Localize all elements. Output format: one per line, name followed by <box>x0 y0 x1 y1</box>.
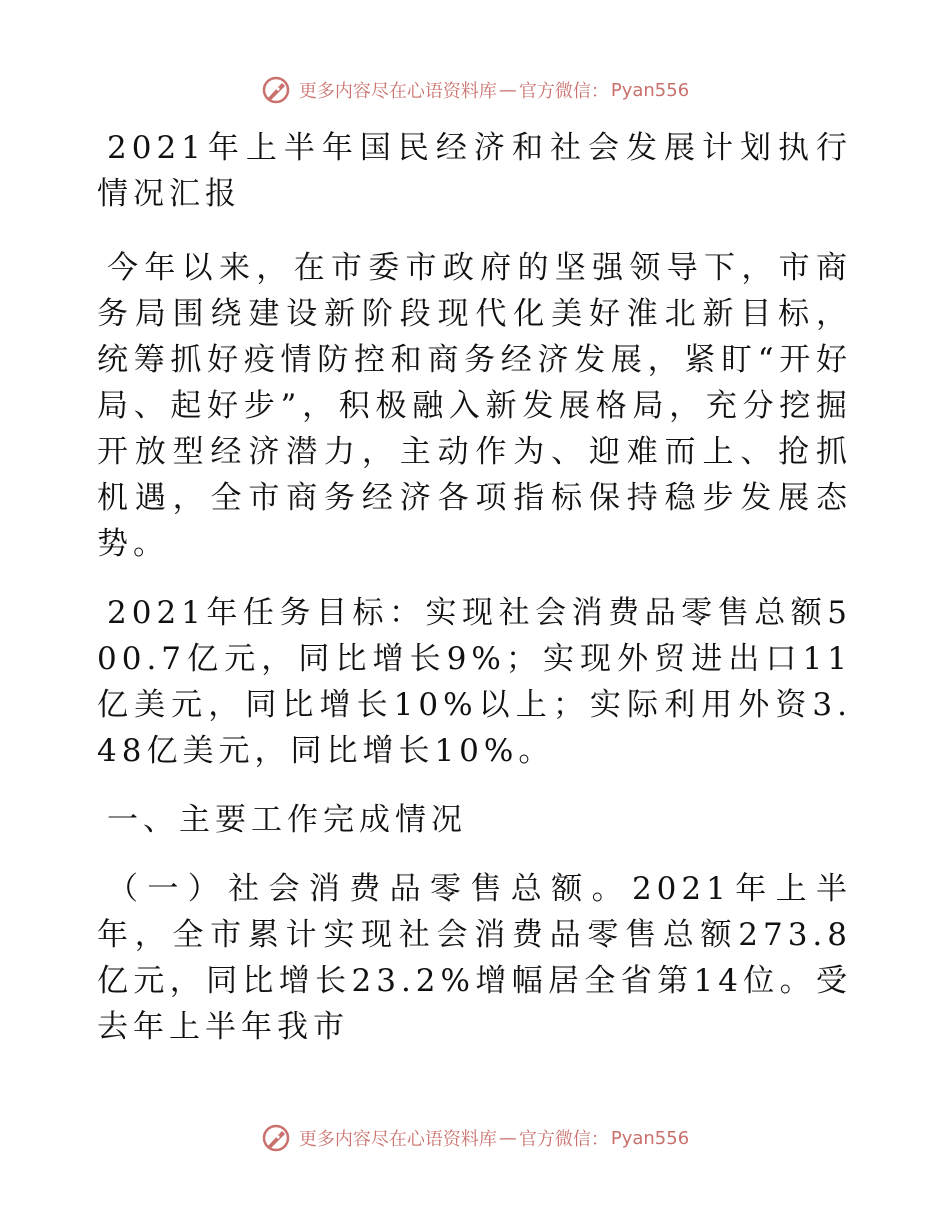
watermark-wechat-id: Pyan556 <box>610 79 690 101</box>
targets-paragraph: 2021年任务目标：实现社会消费品零售总额500.7亿元，同比增长9%；实现外贸进出口11亿美元，同比增长10%以上；实际利用外资3.48亿美元，同比增长10%。 <box>97 595 852 769</box>
watermark-brand: 更多内容尽在心语资料库 <box>298 81 497 102</box>
pen-logo-icon <box>261 1123 291 1153</box>
watermark-header <box>0 70 950 110</box>
section-1-paragraph: （一）社会消费品零售总额。2021年上半年，全市累计实现社会消费品零售总额273.8亿元，同比增长23.2%增幅居全省第14位。受去年上半年我市 <box>97 871 852 1045</box>
watermark-wechat-id: Pyan556 <box>610 1127 690 1149</box>
intro-paragraph: 今年以来，在市委市政府的坚强领导下，市商务局围绕建设新阶段现代化美好淮北新目标，统筹抓好疫情防控和商务经济发展，紧盯“开好局、起好步”，积极融入新发展格局，充分挖掘开放型经济潜力，主动作为、迎难而上、抢抓机遇，全市商务经济各项指标保持稳步发展态势。 <box>97 250 852 562</box>
watermark-separator: — <box>498 79 517 101</box>
watermark-brand: 更多内容尽在心语资料库 <box>298 1129 497 1150</box>
watermark-wechat-label: 官方微信： <box>518 81 609 102</box>
pen-logo-icon <box>261 75 291 105</box>
watermark-separator: — <box>498 1127 517 1149</box>
section-heading: 一、主要工作完成情况 <box>107 802 467 838</box>
document-title: 2021年上半年国民经济和社会发展计划执行情况汇报 <box>97 130 852 212</box>
watermark-footer <box>0 1118 950 1158</box>
watermark-wechat-label: 官方微信： <box>518 1129 609 1150</box>
document-body <box>97 125 852 1073</box>
